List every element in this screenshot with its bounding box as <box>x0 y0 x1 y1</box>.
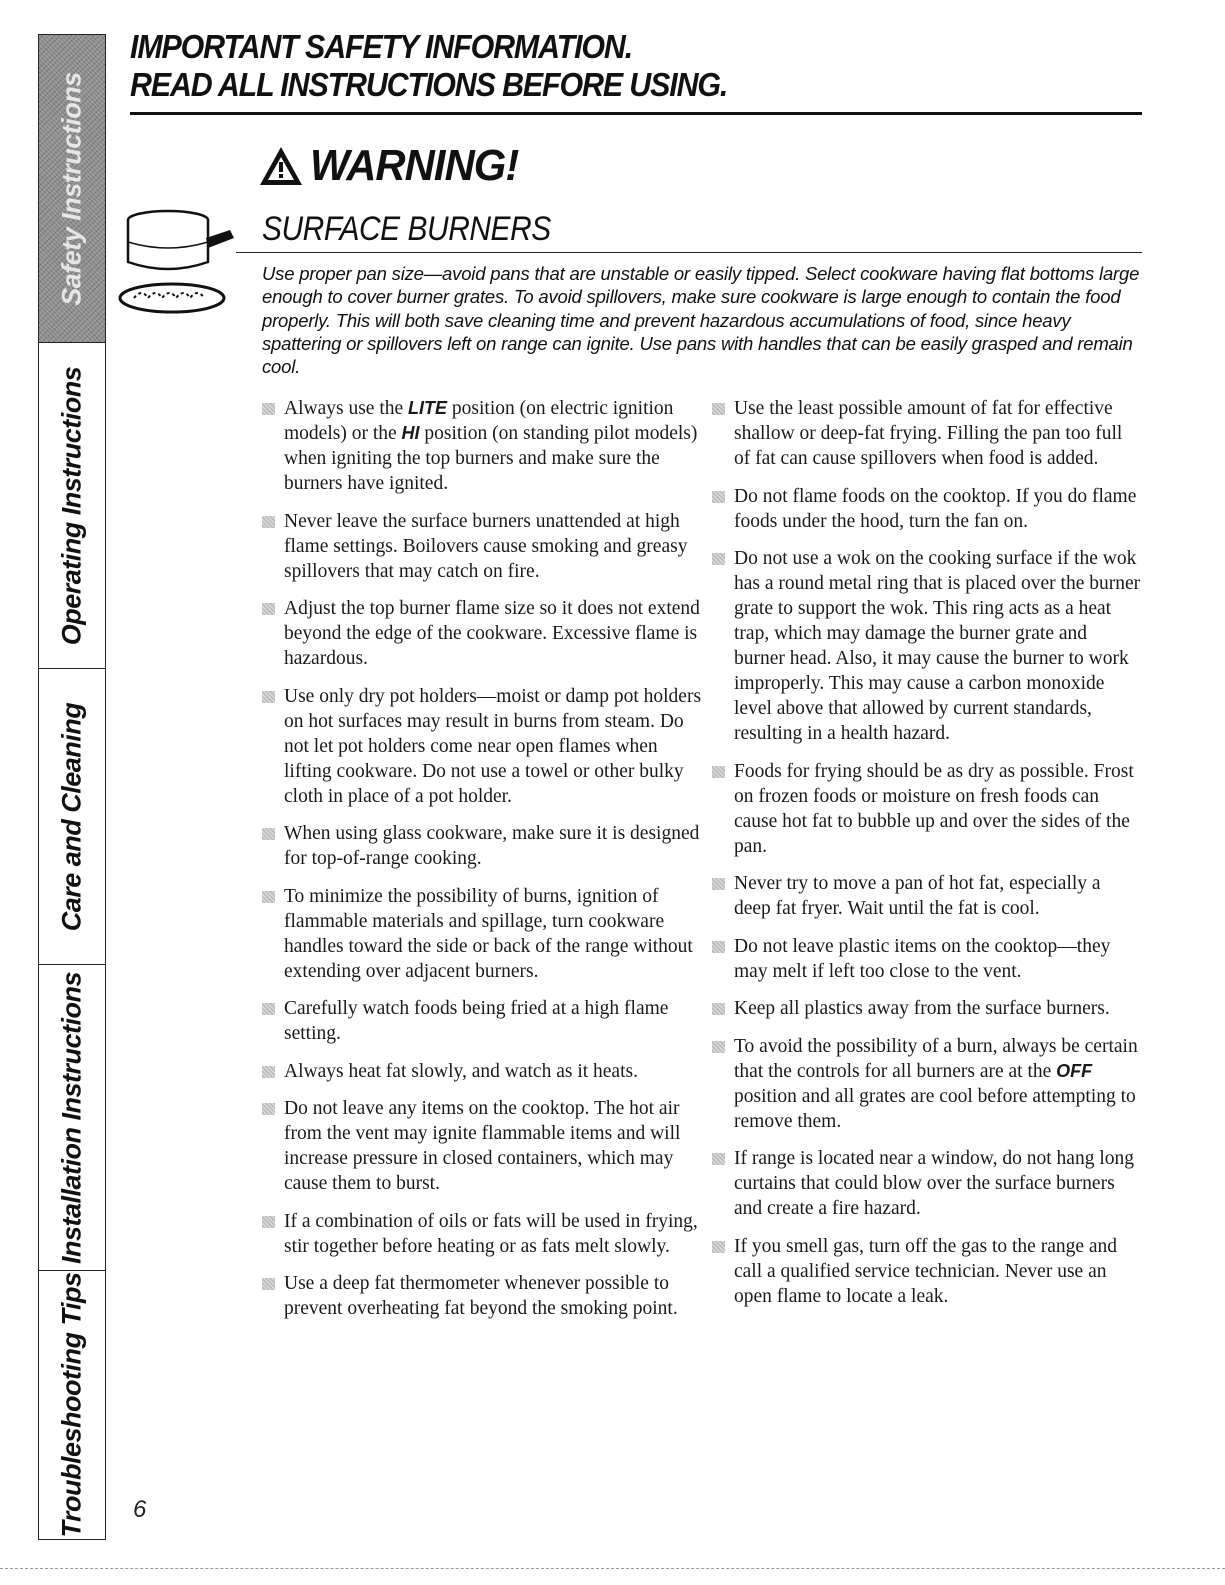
header-line-2: READ ALL INSTRUCTIONS BEFORE USING. <box>130 66 728 103</box>
warning-heading <box>258 140 529 192</box>
lite-label: LITE <box>408 398 448 418</box>
item-text: Use a deep fat thermometer whenever possible to prevent overheating fat beyond the smoking point. <box>284 1273 678 1319</box>
bullet-icon <box>712 491 725 503</box>
list-item <box>712 759 1142 859</box>
section-title: SURFACE BURNERS <box>262 210 551 248</box>
warning-triangle-icon <box>258 145 304 187</box>
item-text: Adjust the top burner flame size so it does not extend beyond the edge of the cookware. Excessive flame is hazardous. <box>284 598 700 669</box>
item-text: position (on standing pilot models) when igniting the top burners and make sure the burners have ignited. <box>284 423 698 494</box>
list-item <box>712 871 1142 921</box>
item-text: Use only dry pot holders—moist or damp pot holders on hot surfaces may result in burns from steam. Do not let pot holders come near open flames when lifting cookware. Do not use a towel or other bulky cloth in place of a pot holder. <box>284 685 702 807</box>
bullet-icon <box>262 603 275 615</box>
list-item <box>712 934 1142 984</box>
bullet-icon <box>712 1003 725 1015</box>
list-item <box>262 596 707 671</box>
off-label: OFF <box>1056 1060 1093 1081</box>
tab-label: Safety Instructions <box>56 71 87 306</box>
item-text: Foods for frying should be as dry as possible. Frost on frozen foods or moisture on fresh foods can cause hot fat to bubble up and over the sides of the pan. <box>734 760 1134 857</box>
item-text: Keep all plastics away from the surface burners. <box>734 998 1110 1019</box>
item-text: If a combination of oils or fats will be used in frying, stir together before heating or as fats melt slowly. <box>284 1210 698 1257</box>
page-edge-divider <box>0 1568 1225 1569</box>
list-item <box>262 509 707 584</box>
bullet-icon <box>712 403 725 415</box>
tab-troubleshooting-tips[interactable] <box>39 1271 105 1539</box>
bullet-icon <box>262 1278 275 1290</box>
bullet-icon <box>262 403 275 415</box>
bullet-icon <box>262 828 275 840</box>
tab-label: Operating Instructions <box>56 366 87 645</box>
page-number: 6 <box>133 1496 147 1523</box>
section-divider <box>236 252 1142 253</box>
item-text: position and all grates are cool before attempting to remove them. <box>734 1085 1136 1132</box>
item-text: Always use the <box>284 398 409 419</box>
bullet-icon <box>712 1041 725 1053</box>
list-item <box>262 1209 707 1259</box>
list-item <box>262 396 707 496</box>
list-item <box>262 884 707 984</box>
list-item <box>712 396 1142 471</box>
item-text: Do not leave any items on the cooktop. The hot air from the vent may ignite flammable items and will increase pressure in closed containers, which may cause them to burst. <box>284 1098 681 1194</box>
item-text: When using glass cookware, make sure it is designed for top-of-range cooking. <box>284 823 700 869</box>
bullet-icon <box>712 1153 725 1165</box>
pot-icon <box>118 198 238 328</box>
section-intro: Use proper pan size—avoid pans that are unstable or easily tipped. Select cookware having flat bottoms large enough to cover burner grates. To avoid spillovers, make sure cookware is large enough to contain the food properly. This will both save cleaning time and prevent hazardous accumulations of food, since heavy spattering or spillovers left on range can ignite. Use pans with handles that can be easily grasped and remain cool. <box>262 263 1140 378</box>
bullet-icon <box>712 878 725 890</box>
item-text: If you smell gas, turn off the gas to the range and call a qualified service technician. Never use an open flame to locate a leak. <box>734 1235 1118 1307</box>
list-item <box>712 1034 1142 1134</box>
list-item <box>262 1096 707 1196</box>
warning-text: WARNING! <box>310 141 519 190</box>
tab-label: Installation Instructions <box>56 971 87 1264</box>
hi-label: HI <box>401 423 420 443</box>
right-column <box>712 396 1142 1321</box>
item-text: Do not flame foods on the cooktop. If you do flame foods under the hood, turn the fan on. <box>734 485 1137 532</box>
tab-operating-instructions[interactable] <box>39 343 105 669</box>
list-item <box>262 821 707 871</box>
tab-label: Care and Cleaning <box>56 702 87 931</box>
bullet-icon <box>712 1241 725 1253</box>
left-column <box>262 396 707 1334</box>
tab-label: Troubleshooting Tips <box>56 1272 87 1538</box>
item-text: Never leave the surface burners unattended at high flame settings. Boilovers cause smoking and greasy spillovers that may catch on fire. <box>284 510 688 582</box>
item-text: To avoid the possibility of a burn, always be certain that the controls for all burners are at the <box>734 1035 1138 1082</box>
item-text: Carefully watch foods being fried at a high flame setting. <box>284 998 669 1044</box>
bullet-icon <box>262 1066 275 1078</box>
bullet-icon <box>262 1103 275 1115</box>
item-text: Always heat fat slowly, and watch as it heats. <box>284 1060 638 1082</box>
bullet-icon <box>712 941 725 953</box>
bullet-icon <box>712 766 725 778</box>
list-item <box>712 1234 1142 1309</box>
item-text: Never try to move a pan of hot fat, especially a deep fat fryer. Wait until the fat is cool. <box>734 873 1101 919</box>
list-item <box>712 546 1142 746</box>
item-text: Use the least possible amount of fat for effective shallow or deep-fat frying. Filling the pan too full of fat can cause spillovers when food is added. <box>734 398 1123 469</box>
list-item <box>712 484 1142 534</box>
tab-care-and-cleaning[interactable] <box>39 669 105 965</box>
item-text: Do not use a wok on the cooking surface if the wok has a round metal ring that is placed over the burner grate to support the wok. This ring acts as a heat trap, which may damage the burner grate and burner head. Also, it may cause the burner to work improperly. This may cause a carbon monoxide level above that allowed by current standards, resulting in a health hazard. <box>734 548 1141 744</box>
tab-installation-instructions[interactable] <box>39 965 105 1271</box>
bullet-icon <box>262 691 275 703</box>
item-text: position (on electric ignition models) or the <box>284 398 674 444</box>
list-item <box>262 684 707 809</box>
item-text: Do not leave plastic items on the cooktop—they may melt if left too close to the vent. <box>734 935 1111 982</box>
section-tabs <box>38 34 106 1540</box>
list-item <box>712 1146 1142 1221</box>
list-item <box>262 996 707 1046</box>
list-item <box>262 1271 707 1321</box>
bullet-icon <box>712 553 725 565</box>
item-text: To minimize the possibility of burns, ignition of flammable materials and spillage, turn cookware handles toward the side or back of the range without extending over adjacent burners. <box>284 885 693 982</box>
list-item <box>262 1059 707 1084</box>
item-text: If range is located near a window, do not hang long curtains that could blow over the surface burners and create a fire hazard. <box>734 1148 1134 1219</box>
bullet-icon <box>262 1216 275 1228</box>
bullet-icon <box>262 891 275 903</box>
tab-safety-instructions[interactable] <box>39 35 105 343</box>
page-header <box>130 28 1142 115</box>
bullet-icon <box>262 516 275 528</box>
list-item <box>712 996 1142 1021</box>
header-line-1: IMPORTANT SAFETY INFORMATION. <box>130 28 633 65</box>
bullet-icon <box>262 1003 275 1015</box>
